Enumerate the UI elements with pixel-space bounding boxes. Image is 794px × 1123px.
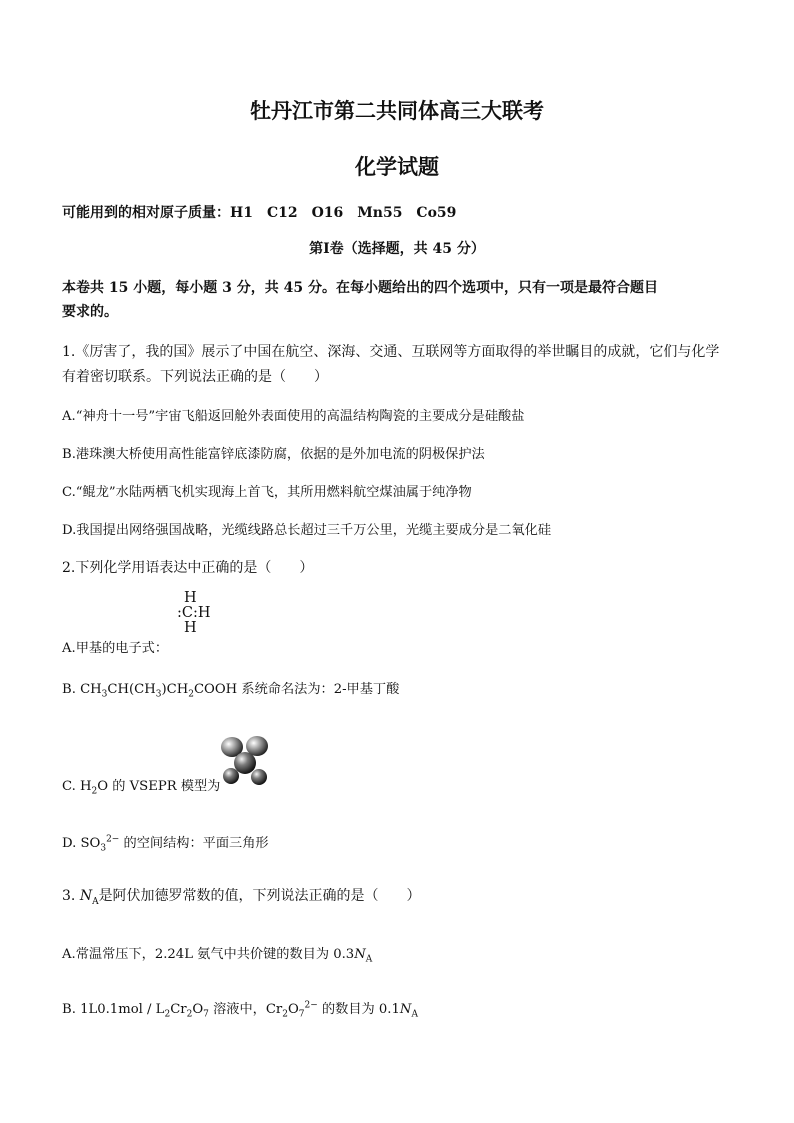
avogadro-sub: A: [365, 954, 373, 965]
part-title: 第Ⅰ卷（选择题，共 45 分）: [309, 241, 485, 257]
instructions-line-1: 本卷共 15 小题，每小题 3 分，共 45 分。在每小题给出的四个选项中，只有一项是最符合题目: [62, 280, 658, 296]
q3-option-b-end: 的数目为 0.1: [317, 1002, 400, 1017]
formula-part: CH: [166, 682, 189, 697]
formula-part: ): [161, 682, 167, 697]
q3-stem: [62, 885, 421, 905]
methyl-electron-formula: [177, 591, 222, 636]
q2-option-d-prefix: D. SO: [62, 836, 101, 851]
subject-title: 化学试题: [355, 154, 439, 179]
q1-stem-line-2: 有着密切联系。下列说法正确的是（ ）: [62, 369, 328, 385]
formula-part: CH: [134, 682, 156, 697]
q3-option-b: [62, 998, 418, 1020]
instructions-line-2: 要求的。: [62, 304, 118, 320]
q2-option-b-suffix: 系统命名法为：2-甲基丁酸: [237, 682, 400, 697]
formula-sub: 2: [188, 689, 194, 700]
q1-option-a: A.“神舟十一号”宇宙飞船返回舱外表面使用的高温结构陶瓷的主要成分是硅酸盐: [62, 409, 525, 424]
q1-option-c: C.“鲲龙”水陆两栖飞机实现海上首飞，其所用燃料航空煤油属于纯净物: [62, 485, 472, 500]
q1-stem-line-1: 1.《厉害了，我的国》展示了中国在航空、深海、交通、互联网等方面取得的举世瞩目的成就，它们与化学: [62, 344, 720, 360]
formula-sub: 7: [298, 1009, 305, 1020]
q2-option-b-formula: [80, 682, 238, 700]
formula-part: CH: [107, 682, 129, 697]
avogadro-symbol: N: [79, 888, 93, 904]
methyl-h-bottom: H: [184, 620, 197, 636]
q3-option-b-prefix: B. 1L0.1mol / L: [62, 1002, 165, 1017]
q2-option-c-prefix: C. H: [62, 779, 92, 794]
q2-option-d: [62, 832, 269, 854]
q3-stem-suffix: 是阿伏加德罗常数的值，下列说法正确的是（ ）: [98, 888, 421, 904]
vsepr-model-image: [216, 733, 274, 791]
avogadro-sub: A: [92, 896, 99, 907]
q2-option-d-suffix: 的空间结构：平面三角形: [119, 836, 269, 851]
formula-part: Cr: [170, 1002, 187, 1017]
methyl-h-top: H: [184, 590, 197, 606]
q2-option-d-sup: 2−: [106, 834, 120, 845]
q2-option-b: [62, 678, 400, 700]
q2-option-d-sub: 3: [100, 843, 107, 854]
formula-sub: 3: [155, 689, 162, 700]
avogadro-symbol: N: [354, 947, 366, 962]
methyl-c-row: :C:H: [177, 605, 211, 621]
formula-part: O: [287, 1002, 299, 1017]
formula-part: O: [192, 1002, 204, 1017]
formula-sup: 2−: [304, 1000, 318, 1011]
atomic-masses: 可能用到的相对原子质量：H1 C12 O16 Mn55 Co59: [62, 205, 457, 221]
q2-option-b-prefix: B.: [62, 682, 81, 697]
avogadro-sub: A: [411, 1009, 418, 1020]
q1-option-d: D.我国提出网络强国战略，光缆线路总长超过三千万公里，光缆主要成分是二氧化硅: [62, 523, 552, 538]
formula-sub: 7: [203, 1009, 209, 1020]
q2-option-c-sub: 2: [91, 786, 98, 797]
formula-part: (: [129, 682, 135, 697]
formula-sub: 3: [101, 689, 108, 700]
q2-option-c-suffix: O 的 VSEPR 模型为: [97, 779, 221, 794]
q3-option-a: [62, 943, 373, 965]
formula-sub: 2: [282, 1009, 288, 1020]
formula-part: COOH: [193, 682, 238, 697]
q3-option-b-mid: 溶液中，Cr: [208, 1002, 283, 1017]
q3-stem-prefix: 3.: [62, 888, 80, 904]
formula-part: CH: [80, 682, 102, 697]
q2-stem: 2.下列化学用语表达中正确的是（ ）: [62, 560, 314, 576]
exam-title: 牡丹江市第二共同体高三大联考: [250, 98, 544, 123]
q1-option-b: B.港珠澳大桥使用高性能富锌底漆防腐，依据的是外加电流的阴极保护法: [62, 447, 485, 462]
formula-sub: 2: [164, 1009, 171, 1020]
avogadro-symbol: N: [399, 1002, 412, 1017]
formula-sub: 2: [186, 1009, 193, 1020]
q2-option-a: A.甲基的电子式：: [62, 641, 169, 656]
q3-option-a-text: A.常温常压下，2.24L 氨气中共价键的数目为 0.3: [62, 947, 355, 962]
q2-option-c: [62, 775, 221, 797]
